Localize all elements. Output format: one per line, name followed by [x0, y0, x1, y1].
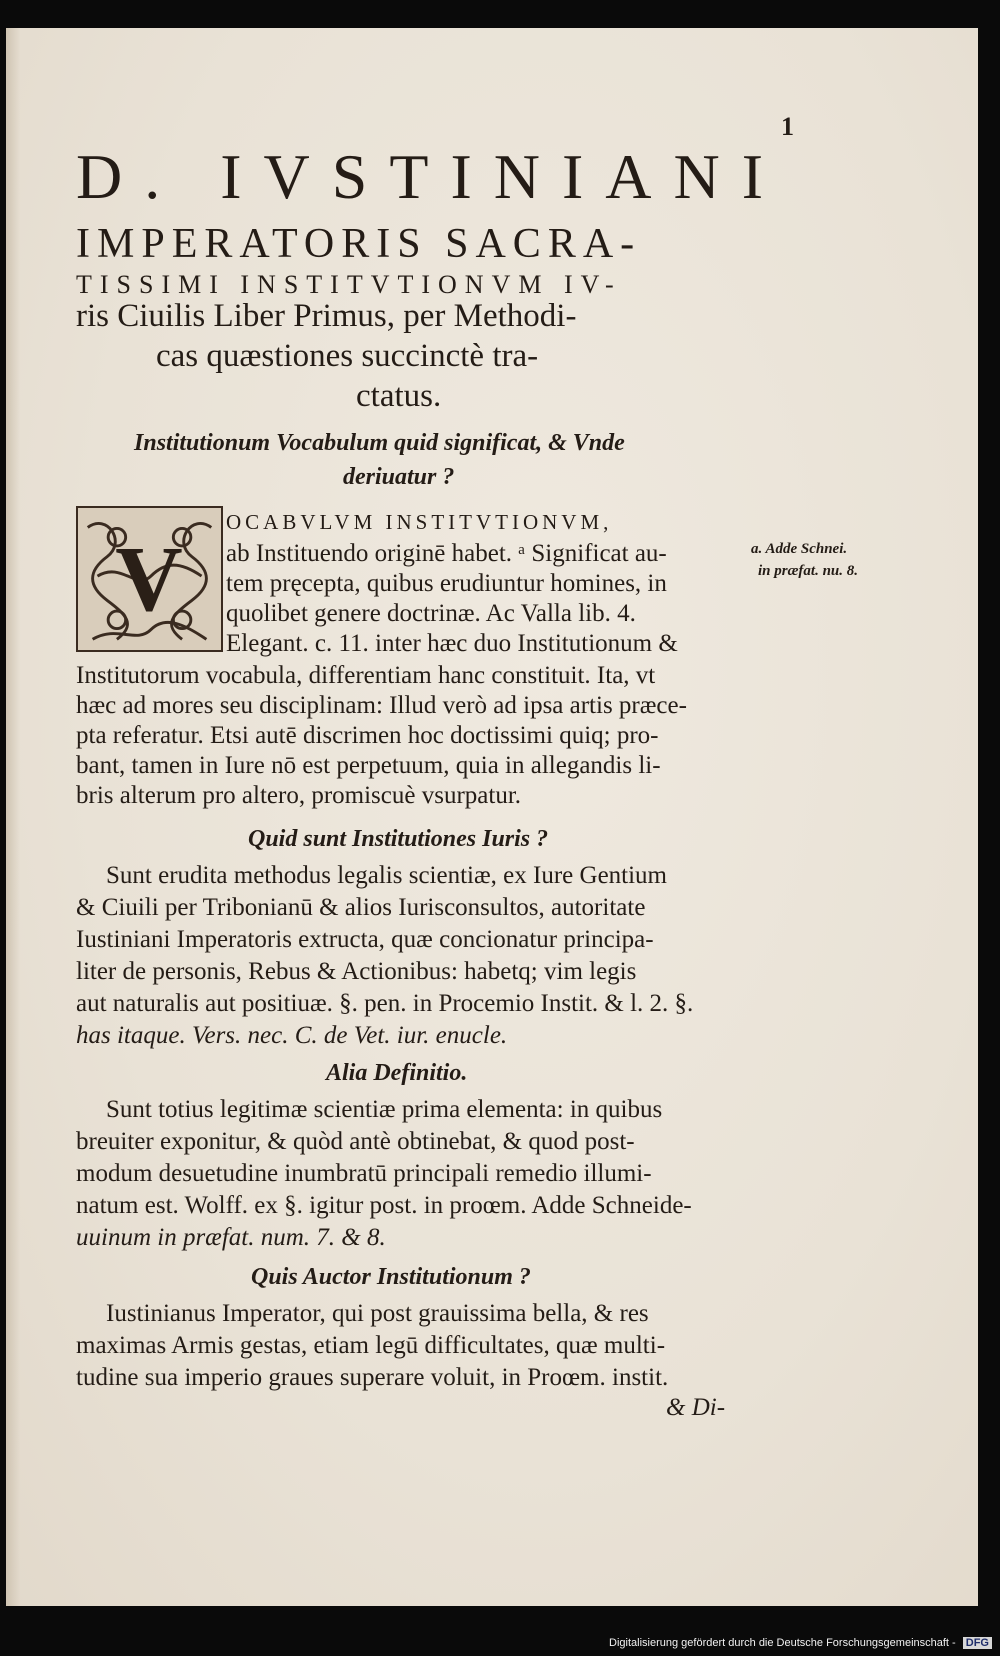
p3-line-4: natum est. Wolff. ex §. igitur post. in proœm. Adde Schneide-	[76, 1192, 692, 1219]
p4-line-2: maximas Armis gestas, etiam legū difficultates, quæ multi-	[76, 1332, 666, 1359]
section-heading-2: Quid sunt Institutiones Iuris ?	[248, 826, 549, 852]
p2-line-5: aut naturalis aut positiuæ. §. pen. in Procemio Instit. & l. 2. §.	[76, 990, 694, 1017]
p4-line-3: tudine sua imperio graues superare voluit, in Proœm. instit.	[76, 1364, 669, 1391]
section-heading-1a: Institutionum Vocabulum quid significat, & Vnde	[134, 430, 625, 456]
p4-line-1: Iustinianus Imperator, qui post grauissima bella, & res	[106, 1300, 649, 1327]
page-edge-shadow	[6, 28, 20, 1606]
p1-line-6: Institutorum vocabula, differentiam hanc constituit. Ita, vt	[76, 662, 656, 689]
book-page	[6, 28, 978, 1606]
p3-line-2: breuiter exponitur, & quòd antè obtinebat, & quod post-	[76, 1128, 635, 1155]
footer-text: Digitalisierung gefördert durch die Deutsche Forschungsgemeinschaft -	[609, 1637, 956, 1649]
page-number: 1	[781, 112, 794, 141]
p1-line-3: tem pręcepta, quibus erudiuntur homines, in	[226, 570, 667, 597]
subtitle-line-3: ctatus.	[356, 378, 442, 414]
p2-line-2: & Ciuili per Tribonianū & alios Iurisconsultos, autoritate	[76, 894, 646, 921]
footer-credit	[609, 1637, 992, 1649]
subtitle-line-2: cas quæstiones succinctè tra-	[156, 338, 539, 374]
p4-line-4: & Di-	[666, 1394, 726, 1421]
p2-line-4: liter de personis, Rebus & Actionibus: habetq; vim legis	[76, 958, 637, 985]
p3-line-3: modum desuetudine inumbratū principali remedio illumi-	[76, 1160, 652, 1187]
p1-line-8: pta referatur. Etsi autē discrimen hoc doctissimi quiq; pro-	[76, 722, 659, 749]
svg-text:V: V	[115, 528, 183, 632]
decorated-initial-letter	[76, 506, 223, 652]
title-line-2: IMPERATORIS SACRA-	[76, 221, 642, 267]
p1-line-4: quolibet genere doctrinæ. Ac Valla lib. 4.	[226, 600, 636, 627]
p1-line-1: OCABVLVM INSTITVTIONVM,	[226, 510, 613, 534]
ornament-icon	[78, 508, 221, 650]
title-line-3: TISSIMI INSTITVTIONVM IV-	[76, 270, 622, 299]
p1-line-2: ab Instituendo originē habet. ᵃ Significat au-	[226, 540, 667, 567]
section-heading-1b: deriuatur ?	[343, 464, 455, 490]
p1-line-9: bant, tamen in Iure nō est perpetuum, quia in allegandis li-	[76, 752, 661, 779]
p1-line-10: bris alterum pro altero, promiscuè vsurpatur.	[76, 782, 522, 809]
p2-line-1: Sunt erudita methodus legalis scientiæ, ex Iure Gentium	[106, 862, 667, 889]
margin-note-2: in præfat. nu. 8.	[758, 563, 859, 579]
title-line-1: D. IVSTINIANI	[76, 141, 786, 212]
section-heading-3: Alia Definitio.	[326, 1060, 468, 1086]
p1-line-5: Elegant. c. 11. inter hæc duo Institutionum &	[226, 630, 678, 657]
margin-note-1: a. Adde Schnei.	[751, 541, 848, 557]
dfg-logo: DFG	[963, 1637, 992, 1649]
p3-line-1: Sunt totius legitimæ scientiæ prima elementa: in quibus	[106, 1096, 663, 1123]
p2-line-3: Iustiniani Imperatoris extructa, quæ concionatur principa-	[76, 926, 654, 953]
p2-line-6: has itaque. Vers. nec. C. de Vet. iur. enucle.	[76, 1022, 508, 1049]
p3-line-5: uuinum in præfat. num. 7. & 8.	[76, 1224, 386, 1251]
p1-line-7: hæc ad mores seu disciplinam: Illud verò ad ipsa artis præce-	[76, 692, 687, 719]
subtitle-line-1: ris Ciuilis Liber Primus, per Methodi-	[76, 298, 577, 334]
section-heading-4: Quis Auctor Institutionum ?	[251, 1264, 531, 1290]
